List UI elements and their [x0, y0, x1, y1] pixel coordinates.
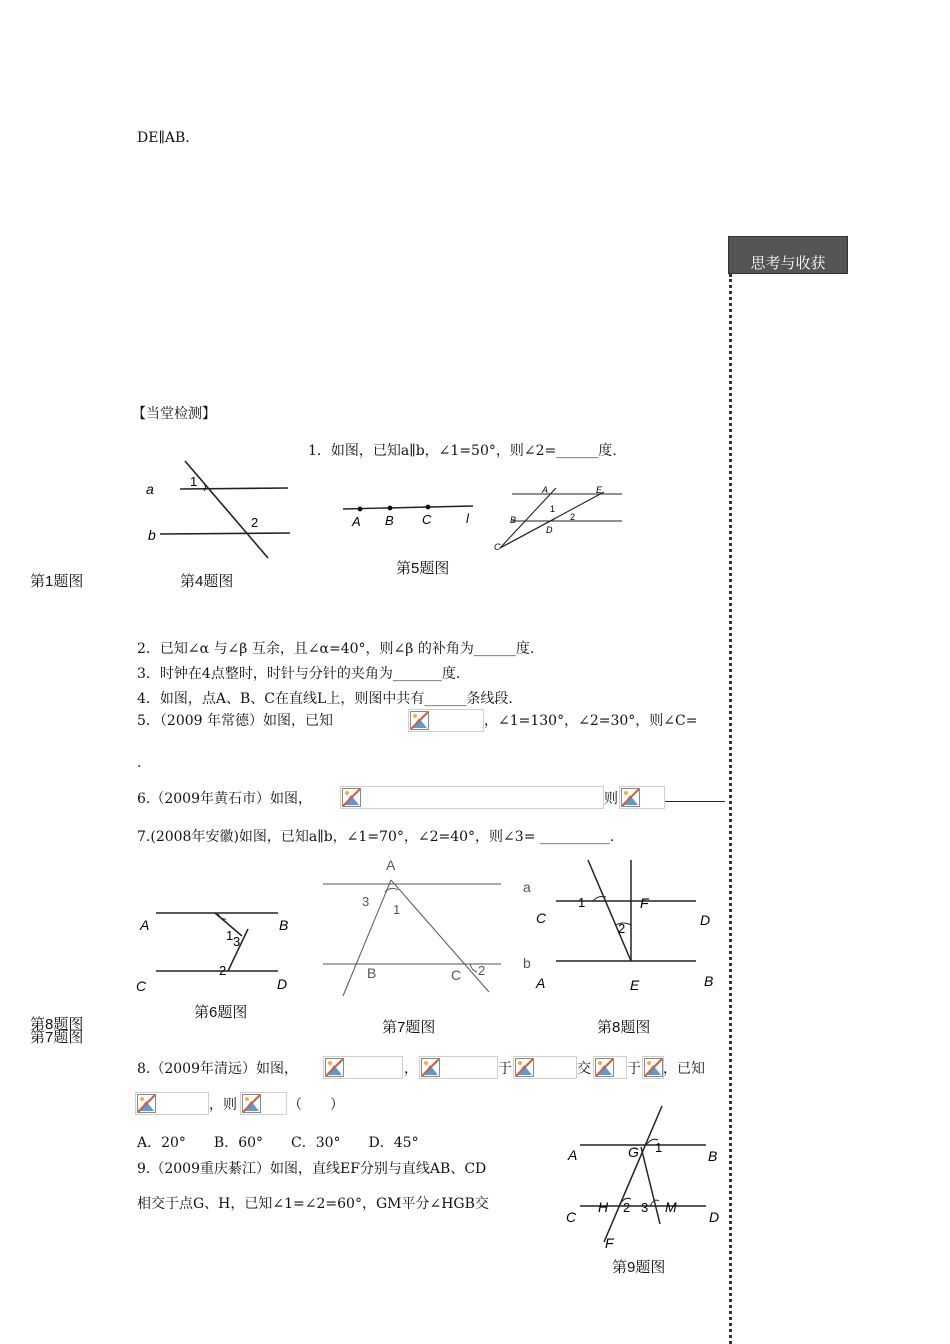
question-8-prefix: 8.（2009年清远）如图，: [137, 1061, 298, 1077]
question-8-jiao: 交: [577, 1061, 591, 1077]
caption-fig8-margin: 第8题图: [30, 1016, 84, 1033]
fig7-label-c-upper: C: [451, 967, 462, 983]
fig6-label-3: 3: [233, 934, 241, 949]
fig4-label-l: l: [466, 511, 469, 526]
fig6-label-a: A: [140, 917, 150, 933]
caption-fig8: 第8题图: [597, 1019, 651, 1036]
fig9-label-2: 2: [623, 1200, 631, 1215]
figure-4: [340, 498, 480, 533]
fig4-label-c: C: [422, 512, 432, 527]
fig6-label-1: 1: [226, 928, 234, 943]
sidebar-header: [728, 236, 848, 274]
question-5-tail: .: [137, 755, 142, 771]
broken-image-icon: [644, 1058, 663, 1077]
broken-image-icon: [242, 1094, 261, 1113]
question-6-then: 则: [604, 791, 618, 807]
broken-image-icon: [515, 1058, 534, 1077]
question-8-yu2: 于: [627, 1061, 641, 1077]
formula-image-box: [593, 1056, 627, 1079]
fig7-label-b-lower: b: [523, 955, 531, 971]
fig7-label-a-upper: A: [386, 857, 396, 873]
sidebar-title: 思考与收获: [750, 255, 826, 272]
figure-1: [140, 455, 300, 560]
fig9-label-d: D: [709, 1209, 720, 1225]
fig9-label-1: 1: [655, 1140, 663, 1155]
formula-image-box: [240, 1092, 287, 1115]
formula-image-box: [323, 1056, 403, 1079]
formula-image-box: [408, 709, 484, 732]
figure-6: [130, 900, 300, 995]
caption-fig1: 第1题图: [30, 573, 84, 590]
formula-image-box: [642, 1056, 664, 1079]
fig9-label-c: C: [566, 1209, 577, 1225]
fig5-label-2: 2: [570, 512, 576, 522]
fig9-label-b: B: [708, 1148, 718, 1164]
fig5-label-1: 1: [550, 504, 556, 514]
fig6-label-b: B: [279, 917, 289, 933]
broken-image-icon: [621, 788, 640, 807]
fig5-label-d: D: [546, 525, 553, 535]
fig5-label-a: A: [542, 485, 549, 495]
fig4-point-b: [388, 506, 393, 511]
fig7-label-1: 1: [393, 902, 401, 917]
fig1-label-1: 1: [190, 474, 198, 489]
question-6-prefix: 6.（2009年黄石市）如图，: [137, 791, 312, 807]
fig4-label-a: A: [352, 514, 361, 529]
broken-image-icon: [325, 1058, 344, 1077]
caption-fig9: 第9题图: [612, 1259, 666, 1276]
fig4-label-b: B: [385, 513, 394, 528]
caption-fig6: 第6题图: [194, 1004, 248, 1021]
fig9-label-g: G: [628, 1144, 639, 1160]
broken-image-icon: [421, 1058, 440, 1077]
fig9-label-a: A: [568, 1147, 578, 1163]
question-8-then: ，则: [209, 1097, 237, 1113]
fig9-label-m: M: [665, 1199, 677, 1215]
fig8-label-e: E: [630, 977, 640, 993]
fig7-label-2: 2: [478, 963, 486, 978]
caption-fig4: 第4题图: [180, 573, 234, 590]
section-title: 【当堂检测】: [132, 406, 216, 422]
question-7: 7.(2008年安徽)如图，已知a∥b，∠1=70°，∠2=40°，则∠3= __________.: [137, 829, 615, 845]
fig8-label-f: F: [640, 895, 649, 911]
broken-image-icon: [410, 711, 429, 730]
top-text: DE∥AB.: [137, 130, 190, 146]
broken-image-icon: [595, 1058, 614, 1077]
question-8-paren: （ ）: [288, 1097, 344, 1113]
question-9-line1: 9.（2009重庆綦江）如图，直线EF分别与直线AB、CD: [137, 1161, 487, 1177]
caption-fig7-margin: 第7题图: [30, 1029, 84, 1046]
fig7-label-3: 3: [362, 894, 370, 909]
figure-8: [530, 855, 725, 995]
question-2: 2．已知∠α 与∠β 互余，且∠α=40°，则∠β 的补角为______度.: [137, 641, 535, 657]
fig8-label-a: A: [536, 975, 546, 991]
question-8-known: ，已知: [663, 1061, 705, 1077]
fig7-label-a-lower: a: [523, 879, 531, 895]
fig8-label-1: 1: [578, 895, 586, 910]
caption-fig5: 第5题图: [396, 560, 450, 577]
figure-7: [315, 852, 540, 1000]
fig9-label-f: F: [605, 1235, 614, 1251]
fig9-label-h: H: [598, 1199, 609, 1215]
fig6-label-2: 2: [219, 963, 227, 978]
fig1-label-2: 2: [251, 515, 259, 530]
fig5-label-e: E: [596, 485, 603, 495]
question-3: 3．时钟在4点整时，时针与分针的夹角为_______度.: [137, 666, 461, 682]
broken-image-icon: [137, 1094, 156, 1113]
fig6-label-d: D: [277, 976, 288, 992]
answer-blank: [665, 801, 725, 802]
fig6-label-c: C: [136, 978, 147, 994]
fig5-label-b: B: [510, 515, 517, 525]
fig1-label-b: b: [148, 527, 156, 543]
formula-image-box: [513, 1056, 577, 1079]
fig7-label-b-upper: B: [367, 965, 377, 981]
fig8-label-c: C: [536, 910, 547, 926]
figure-5: [490, 480, 630, 555]
broken-image-icon: [342, 788, 361, 807]
caption-fig7: 第7题图: [382, 1019, 436, 1036]
formula-image-box: [619, 786, 665, 809]
question-8-comma: ，: [404, 1061, 418, 1077]
formula-image-box: [340, 786, 604, 809]
question-4: 4．如图，点A、B、C在直线L上，则图中共有______条线段.: [137, 691, 513, 707]
fig8-label-2: 2: [618, 921, 626, 936]
fig8-label-d: D: [700, 912, 711, 928]
formula-image-box: [419, 1056, 498, 1079]
question-8-options: A．20° B．60° C．30° D．45°: [137, 1135, 419, 1151]
fig5-label-c: C: [494, 542, 501, 552]
fig8-label-b: B: [704, 973, 714, 989]
question-8-yu1: 于: [498, 1061, 512, 1077]
fig1-label-a: a: [146, 481, 154, 497]
question-5-mid: ，∠1=130°，∠2=30°，则∠C=: [484, 713, 698, 729]
fig9-label-3: 3: [641, 1200, 649, 1215]
question-5-prefix: 5．（2009 年常德）如图，已知: [137, 713, 333, 729]
fig4-point-c: [426, 505, 431, 510]
figure-9: [562, 1100, 727, 1255]
fig4-point-a: [358, 507, 363, 512]
formula-image-box: [135, 1092, 209, 1115]
question-1: 1．如图，已知a∥b，∠1=50°，则∠2=______度.: [308, 443, 617, 459]
sidebar-divider: [729, 274, 732, 1344]
question-9-line2: 相交于点G、H，已知∠1=∠2=60°，GM平分∠HGB交: [137, 1196, 489, 1212]
